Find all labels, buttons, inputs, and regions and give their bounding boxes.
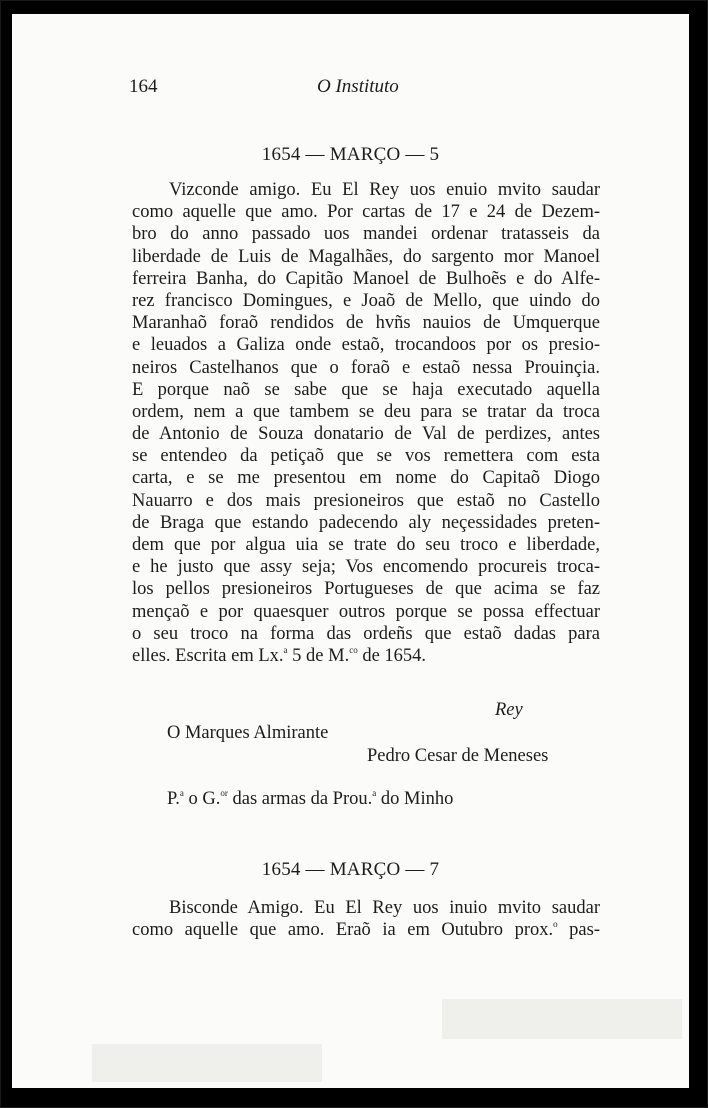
letter1-line: liberdade de Luis de Magalhães, do sargento mor Manoel (132, 246, 600, 267)
letter1-line: dem que por algua uia se trate do seu troco e liberdade, (132, 535, 600, 555)
letter1-line: de Braga que estando padecendo aly neçessidades preten- (132, 512, 600, 533)
closing-text-end: de 1654. (357, 645, 427, 666)
letter1-line: de Antonio de Souza donatario de Val de perdizes, antes (132, 424, 600, 445)
signatory-marques: O Marques Almirante (167, 723, 329, 743)
page-header (12, 76, 689, 106)
closing-sup-co: co (349, 644, 358, 655)
letter1-line: Nauarro e dos mais presioneiros que estaõ no Castello (132, 490, 600, 511)
letter1-line: e he justo que assy seja; Vos encomendo procureis troca- (132, 557, 600, 578)
letter2-line-sup: o (553, 919, 558, 930)
letter1-line: o seu troco na forma das ordeñs que estaõ dadas para (132, 623, 600, 644)
letter1-line: neiros Castelhanos que o foraõ e estaõ nessa Prouinçia. (132, 357, 600, 378)
letter1-line: rez francisco Domingues, e Joaõ de Mello, que uindo do (132, 290, 600, 311)
letter1-line: Vizconde amigo. Eu El Rey uos enuio mvito saudar (169, 180, 600, 200)
closing-sup-a: a (283, 644, 288, 655)
closing-text: elles. Escrita em Lx. (132, 645, 284, 666)
letter1-line: mençaõ e por quaesquer outros porque se possa effectuar (132, 601, 600, 622)
addressee-line (167, 789, 453, 810)
addressee-sup: a (179, 788, 184, 798)
letter1-line: los pellos presioneiros Portugueses de que acima se faz (132, 579, 600, 600)
letter1-line: carta, e se me presentou em nome do Capitaõ Diogo (132, 468, 600, 489)
signatory-pedro: Pedro Cesar de Meneses (367, 746, 549, 766)
scan-smudge (92, 1044, 322, 1082)
addressee-part: das armas da Prou. (227, 789, 373, 809)
letter1-line: E porque naõ se sabe que se haja executado aquella (132, 379, 600, 400)
letter1-line: Maranhaõ foraõ rendidos de hvñs nauios de Umquerque (132, 313, 600, 334)
addressee-part: P. (167, 789, 180, 809)
page-number: 164 (129, 76, 158, 97)
running-title: O Instituto (317, 76, 399, 97)
letter1-line: ordem, nem a que tambem se deu para se tratar da troca (132, 401, 600, 422)
letter2-line-end: pas- (557, 920, 600, 941)
letter1-date-heading: 1654 — MARÇO — 5 (261, 144, 440, 165)
letter2-line-text: como aquelle que amo. Eraõ ia em Outubro prox. (132, 920, 554, 941)
scan-smudge (442, 999, 682, 1039)
letter2-line: Bisconde Amigo. Eu El Rey uos inuio mvito saudar (169, 898, 600, 918)
letter2-line (132, 919, 600, 941)
letter1-line: e leuados a Galiza onde estaõ, trocandoos por os presio- (132, 335, 600, 356)
book-page (12, 14, 689, 1088)
letter2-body (132, 897, 600, 941)
addressee-part: do Minho (376, 789, 454, 809)
closing-text-mid: 5 de M. (287, 645, 350, 666)
letter1-line: bro do anno passado uos mandei ordenar tratasseis da (132, 224, 600, 245)
letter2-date-heading: 1654 — MARÇO — 7 (261, 859, 440, 880)
letter1-line: como aquelle que amo. Por cartas de 17 e 24 de Dezem- (132, 202, 600, 223)
letter1-line: se entendeo da petiçaõ que se vos remettera com esta (132, 446, 600, 467)
addressee-sup: a (372, 788, 377, 798)
letter1-line: ferreira Banha, do Capitão Manoel de Bulhoẽs e do Alfe- (132, 268, 600, 289)
signature-rey: Rey (495, 700, 523, 720)
addressee-sup: or (220, 788, 228, 798)
letter1-closing-line (132, 645, 600, 667)
addressee-part: o G. (183, 789, 221, 809)
letter1-body (132, 179, 600, 667)
